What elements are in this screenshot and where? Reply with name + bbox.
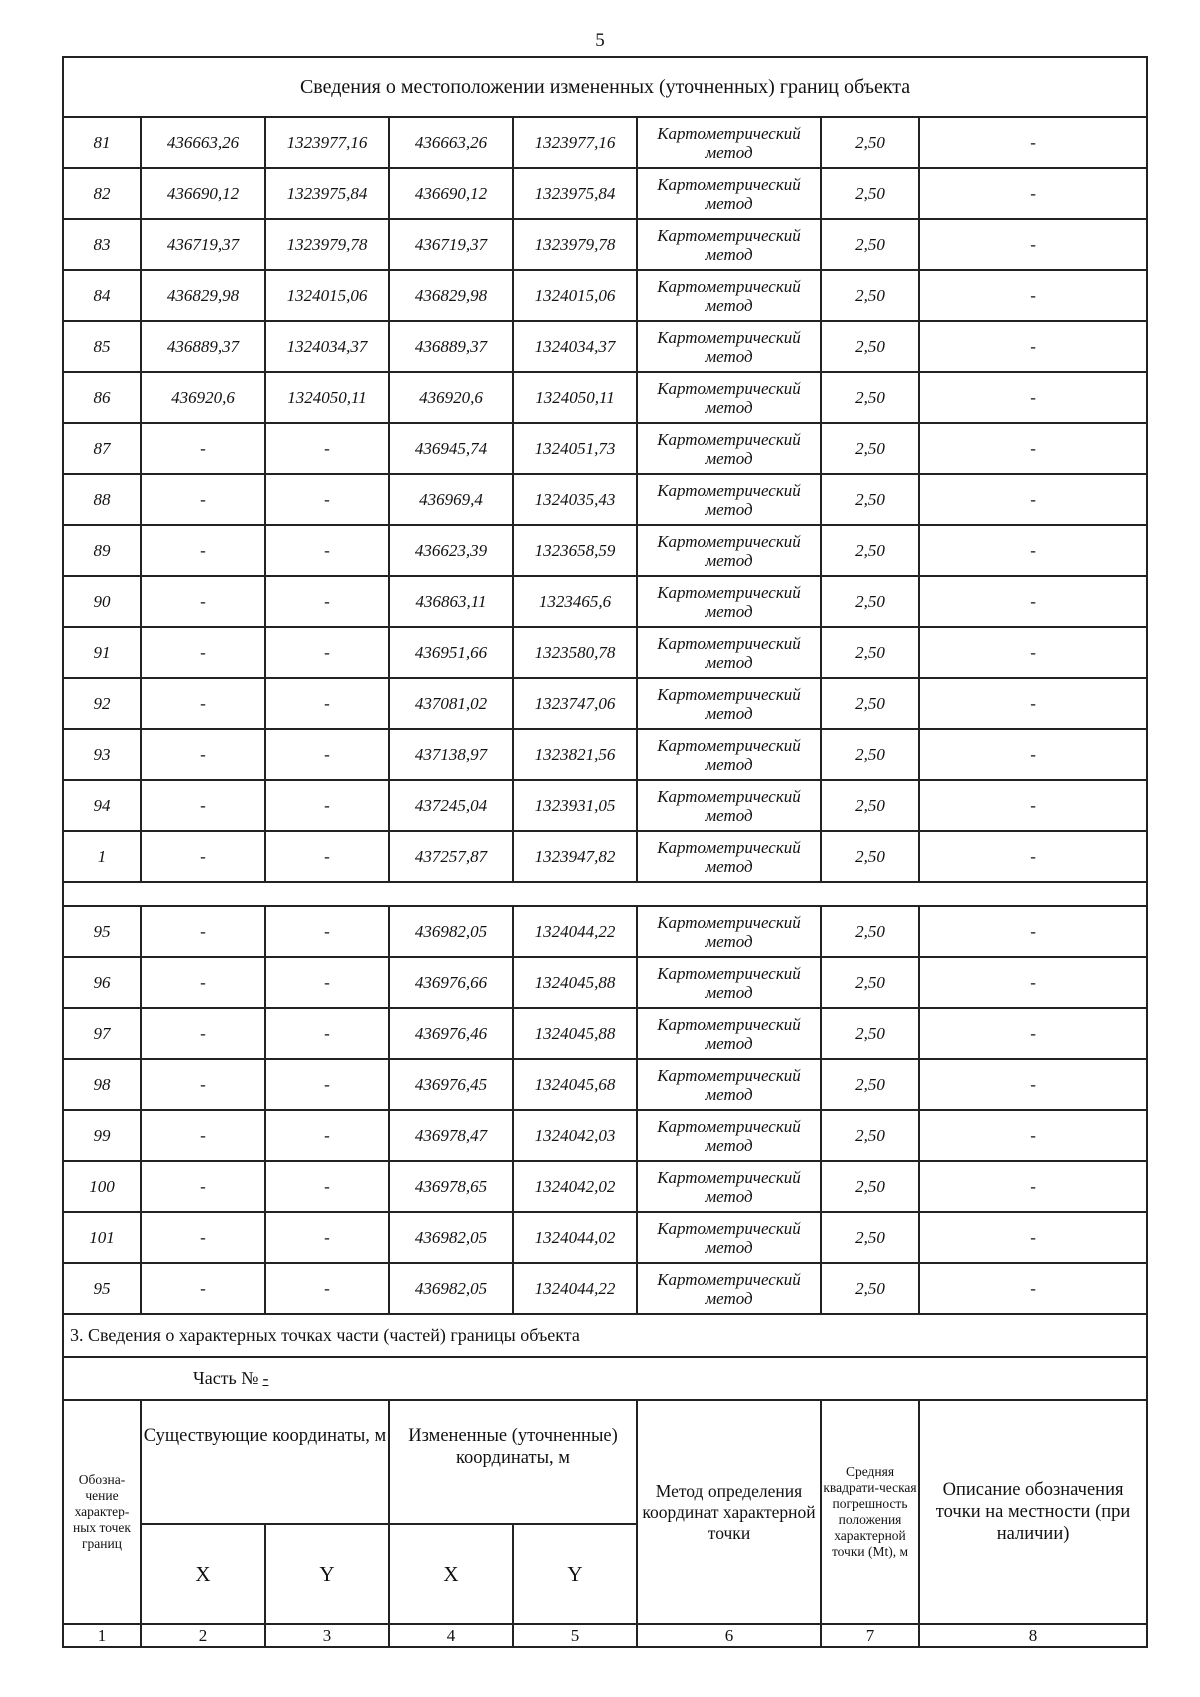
column-number: 8: [919, 1624, 1147, 1647]
mt-cell: 2,50: [821, 1008, 919, 1059]
column-number: 2: [141, 1624, 265, 1647]
table-row: [63, 729, 1147, 780]
mt-cell: 2,50: [821, 576, 919, 627]
method-cell: Картометрический метод: [637, 474, 821, 525]
header-changed-x: X: [389, 1524, 513, 1624]
changed-x-cell: 437257,87: [389, 831, 513, 882]
method-cell: Картометрический метод: [637, 1008, 821, 1059]
changed-x-cell: 436623,39: [389, 525, 513, 576]
existing-x-cell: 436719,37: [141, 219, 265, 270]
description-cell: -: [919, 831, 1147, 882]
method-cell: Картометрический метод: [637, 906, 821, 957]
mt-cell: 2,50: [821, 1263, 919, 1314]
changed-x-cell: 436976,46: [389, 1008, 513, 1059]
point-cell: 94: [63, 780, 141, 831]
method-cell: Картометрический метод: [637, 627, 821, 678]
table-row: [63, 1110, 1147, 1161]
existing-y-cell: -: [265, 1059, 389, 1110]
mt-cell: 2,50: [821, 219, 919, 270]
description-cell: -: [919, 219, 1147, 270]
changed-x-cell: 436982,05: [389, 1263, 513, 1314]
existing-x-cell: 436889,37: [141, 321, 265, 372]
changed-y-cell: 1323979,78: [513, 219, 637, 270]
existing-x-cell: -: [141, 1212, 265, 1263]
part-row: [63, 1357, 1147, 1400]
existing-y-cell: -: [265, 525, 389, 576]
point-cell: 83: [63, 219, 141, 270]
existing-x-cell: 436829,98: [141, 270, 265, 321]
table-row: [63, 780, 1147, 831]
existing-y-cell: -: [265, 780, 389, 831]
existing-y-cell: -: [265, 576, 389, 627]
column-number: 6: [637, 1624, 821, 1647]
description-cell: -: [919, 678, 1147, 729]
method-cell: Картометрический метод: [637, 525, 821, 576]
table-row: [63, 117, 1147, 168]
table-row: [63, 525, 1147, 576]
changed-x-cell: 436920,6: [389, 372, 513, 423]
point-cell: 101: [63, 1212, 141, 1263]
mt-cell: 2,50: [821, 1212, 919, 1263]
description-cell: -: [919, 957, 1147, 1008]
existing-y-cell: 1324034,37: [265, 321, 389, 372]
changed-y-cell: 1323821,56: [513, 729, 637, 780]
changed-y-cell: 1323658,59: [513, 525, 637, 576]
method-cell: Картометрический метод: [637, 678, 821, 729]
existing-y-cell: 1324015,06: [265, 270, 389, 321]
changed-x-cell: 436978,47: [389, 1110, 513, 1161]
mt-cell: 2,50: [821, 906, 919, 957]
existing-x-cell: -: [141, 729, 265, 780]
part-value: -: [262, 1368, 269, 1388]
description-cell: -: [919, 576, 1147, 627]
part-label: Часть №: [193, 1368, 259, 1388]
column-number: 7: [821, 1624, 919, 1647]
existing-y-cell: 1323979,78: [265, 219, 389, 270]
existing-y-cell: -: [265, 678, 389, 729]
point-cell: 89: [63, 525, 141, 576]
point-cell: 85: [63, 321, 141, 372]
point-cell: 91: [63, 627, 141, 678]
table-row: [63, 1161, 1147, 1212]
boundary-points-table: [62, 56, 1148, 1648]
existing-x-cell: -: [141, 957, 265, 1008]
table-row: [63, 168, 1147, 219]
point-cell: 99: [63, 1110, 141, 1161]
header-existing-y: Y: [265, 1524, 389, 1624]
column-numbers-row: [63, 1624, 1147, 1647]
point-cell: 90: [63, 576, 141, 627]
table-row: [63, 576, 1147, 627]
existing-y-cell: -: [265, 627, 389, 678]
changed-x-cell: 436863,11: [389, 576, 513, 627]
description-cell: -: [919, 627, 1147, 678]
description-cell: -: [919, 1008, 1147, 1059]
existing-x-cell: -: [141, 1110, 265, 1161]
mt-cell: 2,50: [821, 270, 919, 321]
existing-x-cell: -: [141, 1008, 265, 1059]
column-number: 3: [265, 1624, 389, 1647]
point-cell: 92: [63, 678, 141, 729]
point-cell: 1: [63, 831, 141, 882]
existing-x-cell: -: [141, 423, 265, 474]
changed-x-cell: 437138,97: [389, 729, 513, 780]
point-cell: 88: [63, 474, 141, 525]
existing-y-cell: -: [265, 1212, 389, 1263]
existing-x-cell: 436920,6: [141, 372, 265, 423]
existing-y-cell: -: [265, 423, 389, 474]
changed-x-cell: 436969,4: [389, 474, 513, 525]
existing-x-cell: -: [141, 576, 265, 627]
changed-y-cell: 1323947,82: [513, 831, 637, 882]
mt-cell: 2,50: [821, 525, 919, 576]
description-cell: -: [919, 1059, 1147, 1110]
header-changed-y: Y: [513, 1524, 637, 1624]
existing-x-cell: -: [141, 780, 265, 831]
header-designation: Обозна-чение характер-ных точек границ: [63, 1400, 141, 1624]
changed-y-cell: 1324045,88: [513, 957, 637, 1008]
description-cell: -: [919, 168, 1147, 219]
changed-y-cell: 1324051,73: [513, 423, 637, 474]
changed-y-cell: 1323747,06: [513, 678, 637, 729]
section-title: 3. Сведения о характерных точках части (частей) границы объекта: [63, 1314, 1147, 1357]
existing-x-cell: -: [141, 525, 265, 576]
part-cell: [63, 1357, 1147, 1400]
mt-cell: 2,50: [821, 729, 919, 780]
existing-x-cell: -: [141, 627, 265, 678]
method-cell: Картометрический метод: [637, 117, 821, 168]
changed-y-cell: 1323580,78: [513, 627, 637, 678]
description-cell: -: [919, 321, 1147, 372]
changed-y-cell: 1324035,43: [513, 474, 637, 525]
method-cell: Картометрический метод: [637, 1059, 821, 1110]
method-cell: Картометрический метод: [637, 372, 821, 423]
existing-y-cell: 1324050,11: [265, 372, 389, 423]
table-row: [63, 474, 1147, 525]
changed-y-cell: 1324042,03: [513, 1110, 637, 1161]
description-cell: -: [919, 117, 1147, 168]
existing-y-cell: -: [265, 957, 389, 1008]
description-cell: -: [919, 729, 1147, 780]
header-existing-x: X: [141, 1524, 265, 1624]
mt-cell: 2,50: [821, 831, 919, 882]
description-cell: -: [919, 1263, 1147, 1314]
point-cell: 98: [63, 1059, 141, 1110]
table-row: [63, 270, 1147, 321]
method-cell: Картометрический метод: [637, 168, 821, 219]
description-cell: -: [919, 474, 1147, 525]
point-cell: 93: [63, 729, 141, 780]
table-row: [63, 1263, 1147, 1314]
changed-y-cell: 1323977,16: [513, 117, 637, 168]
header-existing-coordinates: Существующие координаты, м: [141, 1400, 389, 1524]
description-cell: -: [919, 906, 1147, 957]
description-cell: -: [919, 525, 1147, 576]
column-number: 5: [513, 1624, 637, 1647]
description-cell: -: [919, 423, 1147, 474]
method-cell: Картометрический метод: [637, 729, 821, 780]
changed-y-cell: 1324044,22: [513, 1263, 637, 1314]
mt-cell: 2,50: [821, 780, 919, 831]
description-cell: -: [919, 1212, 1147, 1263]
mt-cell: 2,50: [821, 168, 919, 219]
header-description: Описание обозначения точки на местности (при наличии): [919, 1400, 1147, 1624]
table-row: [63, 1059, 1147, 1110]
method-cell: Картометрический метод: [637, 423, 821, 474]
existing-x-cell: -: [141, 831, 265, 882]
changed-x-cell: 436829,98: [389, 270, 513, 321]
existing-x-cell: -: [141, 678, 265, 729]
table-row: [63, 219, 1147, 270]
method-cell: Картометрический метод: [637, 219, 821, 270]
existing-y-cell: -: [265, 906, 389, 957]
existing-x-cell: -: [141, 906, 265, 957]
point-cell: 82: [63, 168, 141, 219]
changed-x-cell: 436976,66: [389, 957, 513, 1008]
existing-y-cell: -: [265, 1161, 389, 1212]
changed-x-cell: 437081,02: [389, 678, 513, 729]
table-row: [63, 678, 1147, 729]
mt-cell: 2,50: [821, 423, 919, 474]
table-row: [63, 906, 1147, 957]
method-cell: Картометрический метод: [637, 780, 821, 831]
method-cell: Картометрический метод: [637, 321, 821, 372]
table-row: [63, 321, 1147, 372]
changed-y-cell: 1323931,05: [513, 780, 637, 831]
method-cell: Картометрический метод: [637, 270, 821, 321]
changed-x-cell: 436951,66: [389, 627, 513, 678]
existing-x-cell: -: [141, 1161, 265, 1212]
header-mt: Средняя квадрати-ческая погрешность положения характерной точки (Mt), м: [821, 1400, 919, 1624]
changed-y-cell: 1324050,11: [513, 372, 637, 423]
mt-cell: 2,50: [821, 372, 919, 423]
description-cell: -: [919, 270, 1147, 321]
existing-y-cell: 1323977,16: [265, 117, 389, 168]
table-row: [63, 372, 1147, 423]
table-row: [63, 423, 1147, 474]
description-cell: -: [919, 1161, 1147, 1212]
changed-x-cell: 436976,45: [389, 1059, 513, 1110]
mt-cell: 2,50: [821, 474, 919, 525]
method-cell: Картометрический метод: [637, 1161, 821, 1212]
table-row: [63, 831, 1147, 882]
group-separator-row: [63, 882, 1147, 906]
existing-x-cell: -: [141, 1059, 265, 1110]
existing-y-cell: -: [265, 1008, 389, 1059]
mt-cell: 2,50: [821, 957, 919, 1008]
changed-y-cell: 1324045,88: [513, 1008, 637, 1059]
table-row: [63, 957, 1147, 1008]
table-row: [63, 627, 1147, 678]
column-number: 4: [389, 1624, 513, 1647]
changed-y-cell: 1324034,37: [513, 321, 637, 372]
mt-cell: 2,50: [821, 678, 919, 729]
method-cell: Картометрический метод: [637, 576, 821, 627]
table-row: [63, 1008, 1147, 1059]
point-cell: 95: [63, 906, 141, 957]
changed-y-cell: 1324045,68: [513, 1059, 637, 1110]
existing-x-cell: 436690,12: [141, 168, 265, 219]
point-cell: 81: [63, 117, 141, 168]
existing-x-cell: -: [141, 474, 265, 525]
mt-cell: 2,50: [821, 117, 919, 168]
point-cell: 96: [63, 957, 141, 1008]
existing-y-cell: -: [265, 729, 389, 780]
description-cell: -: [919, 780, 1147, 831]
existing-y-cell: -: [265, 1110, 389, 1161]
changed-x-cell: 436690,12: [389, 168, 513, 219]
changed-y-cell: 1323465,6: [513, 576, 637, 627]
method-cell: Картометрический метод: [637, 1212, 821, 1263]
mt-cell: 2,50: [821, 321, 919, 372]
header-changed-coordinates: Измененные (уточненные) координаты, м: [389, 1400, 637, 1524]
table-row: [63, 1212, 1147, 1263]
mt-cell: 2,50: [821, 1161, 919, 1212]
page-number: 5: [595, 30, 605, 51]
existing-y-cell: -: [265, 1263, 389, 1314]
point-cell: 87: [63, 423, 141, 474]
method-cell: Картометрический метод: [637, 957, 821, 1008]
mt-cell: 2,50: [821, 1110, 919, 1161]
changed-x-cell: 436945,74: [389, 423, 513, 474]
changed-y-cell: 1324044,02: [513, 1212, 637, 1263]
existing-y-cell: -: [265, 831, 389, 882]
changed-x-cell: 436719,37: [389, 219, 513, 270]
description-cell: -: [919, 1110, 1147, 1161]
header-row-top: [63, 1400, 1147, 1524]
column-number: 1: [63, 1624, 141, 1647]
changed-y-cell: 1324042,02: [513, 1161, 637, 1212]
changed-y-cell: 1324044,22: [513, 906, 637, 957]
mt-cell: 2,50: [821, 1059, 919, 1110]
separator-cell: [63, 882, 1147, 906]
mt-cell: 2,50: [821, 627, 919, 678]
changed-x-cell: 436663,26: [389, 117, 513, 168]
changed-x-cell: 436982,05: [389, 1212, 513, 1263]
description-cell: -: [919, 372, 1147, 423]
point-cell: 97: [63, 1008, 141, 1059]
existing-x-cell: -: [141, 1263, 265, 1314]
point-cell: 100: [63, 1161, 141, 1212]
existing-x-cell: 436663,26: [141, 117, 265, 168]
point-cell: 95: [63, 1263, 141, 1314]
point-cell: 84: [63, 270, 141, 321]
changed-y-cell: 1323975,84: [513, 168, 637, 219]
changed-x-cell: 436978,65: [389, 1161, 513, 1212]
method-cell: Картометрический метод: [637, 831, 821, 882]
existing-y-cell: -: [265, 474, 389, 525]
header-method: Метод определения координат характерной точки: [637, 1400, 821, 1624]
method-cell: Картометрический метод: [637, 1110, 821, 1161]
changed-x-cell: 436889,37: [389, 321, 513, 372]
table-title: Сведения о местоположении измененных (уточненных) границ объекта: [63, 57, 1147, 117]
method-cell: Картометрический метод: [637, 1263, 821, 1314]
changed-y-cell: 1324015,06: [513, 270, 637, 321]
point-cell: 86: [63, 372, 141, 423]
existing-y-cell: 1323975,84: [265, 168, 389, 219]
changed-x-cell: 437245,04: [389, 780, 513, 831]
changed-x-cell: 436982,05: [389, 906, 513, 957]
section-title-row: [63, 1314, 1147, 1357]
